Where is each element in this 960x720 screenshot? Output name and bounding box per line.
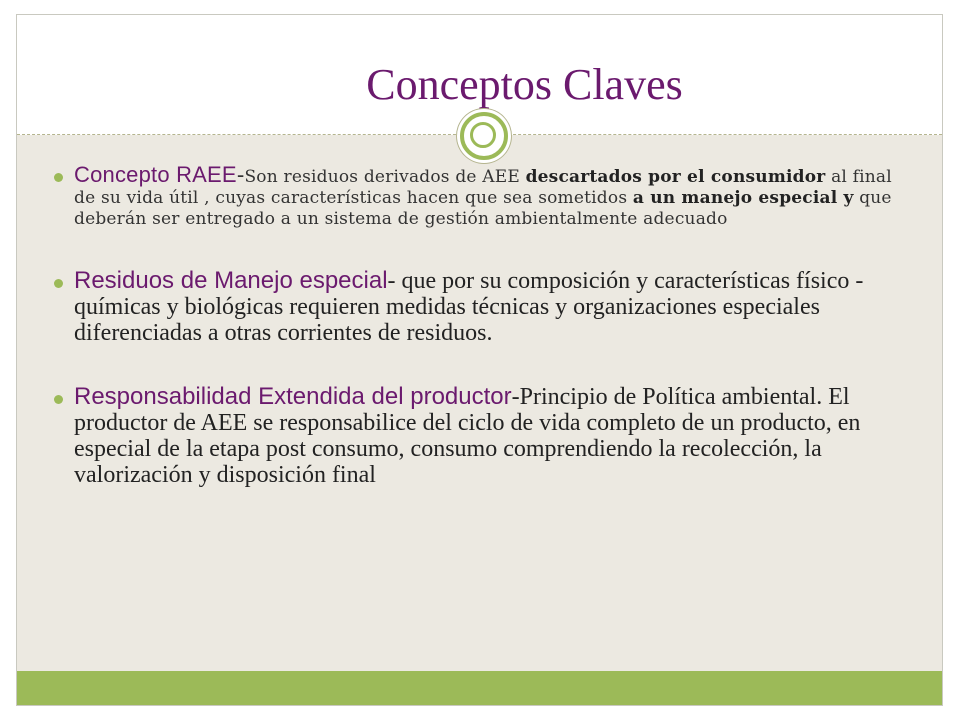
list-item-responsabilidad [56,384,916,488]
emphasis-text: a un manejo especial y [632,188,854,208]
term-manejo-especial: Residuos de Manejo especial [74,267,388,294]
list-item-raee [56,164,916,230]
definition-text: que deberán ser entregado a un sistema de gestión ambientalmente adecuado [74,188,892,229]
emphasis-text: descartados por el consumidor [525,167,826,187]
circle-ornament-icon [460,112,508,160]
definition-text: - que por su composición y características físico - químicas y biológicas requieren medidas técnicas y organizaciones especiales diferenciadas a otras corrientes de residuos. [74,268,864,346]
bullet-icon [54,395,63,404]
slide-title: Conceptos Claves [366,60,683,109]
term-dash: - [236,163,245,188]
footer-bar [17,671,942,705]
bullet-icon [54,173,63,182]
term-raee: Concepto RAEE [74,162,237,187]
definition-text: al final de su vida útil , cuyas características hacen que sea sometidos [74,167,892,208]
list-item-manejo-especial [56,268,916,346]
inner-circle-icon [470,122,496,148]
term-responsabilidad: Responsabilidad Extendida del productor [74,383,512,410]
bullet-list [56,164,916,526]
definition-text: Son residuos derivados de AEE [244,167,526,187]
definition-text: -Principio de Política ambiental. El productor de AEE se responsabilice del ciclo de vida completo de un producto, en especial de la etapa post consumo, consumo comprendiendo la recolección, la valorización y disposición final [74,384,861,488]
bullet-icon [54,279,63,288]
